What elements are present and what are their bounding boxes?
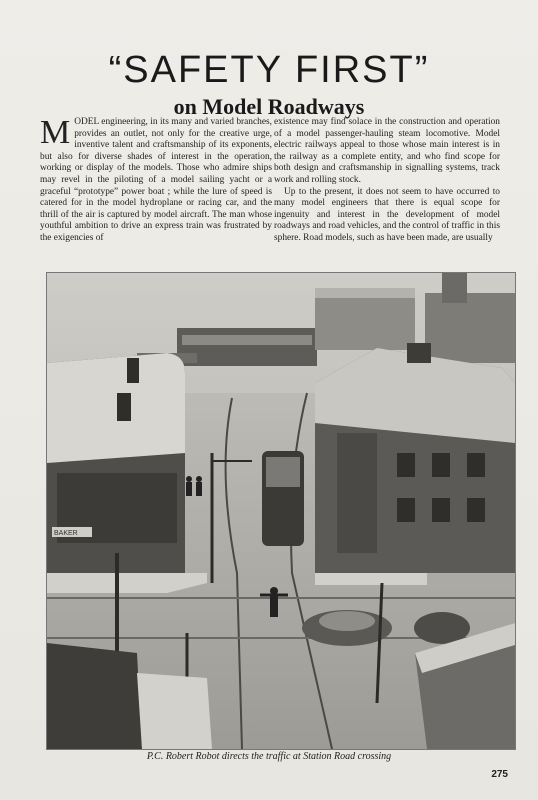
train-carriage bbox=[177, 328, 317, 366]
article-title: “SAFETY FIRST” bbox=[108, 49, 430, 92]
left-text-column bbox=[40, 114, 272, 245]
right-text-column bbox=[274, 117, 500, 245]
photo-illustration bbox=[47, 273, 515, 749]
shop-sign-text: BAKER bbox=[54, 530, 78, 537]
photo-caption: P.C. Robert Robot directs the traffic at Station Road crossing bbox=[146, 751, 392, 762]
article-subtitle: on Model Roadways bbox=[173, 94, 365, 120]
model-roadway-photo bbox=[46, 272, 516, 750]
drop-cap: M bbox=[40, 114, 71, 151]
right-column-paragraph-2: Up to the present, it does not seem to have occurred to many model engineers that there is equal scope for ingenuity and interest in the development of model roadways and road vehicles, and the control of traffic in this sphere. Road models, such as have been made, are usually bbox=[274, 186, 500, 243]
background-building bbox=[315, 295, 415, 350]
opening-paragraph bbox=[40, 114, 272, 245]
right-column-paragraph-1: existence may find solace in the construction and operation of a model passenger-hauling steam locomotive. Model electric railways appeal to those whose main interest is in the railway as a complete entity, and who find scope for both design and craftsmanship in signalling systems, track work and rolling stock. bbox=[274, 117, 500, 185]
page-number: 275 bbox=[491, 769, 508, 780]
left-column-text: ODEL engineering, in its many and varied branches, provides an outlet, not only for the creative urge, inventive talent and craftsmanship of its exponents, but also for diverse shades of interest in the operation, working or display of the models. Those who admire ships may revel in the piloting of a model sailing yacht or a graceful “prototype” power boat ; while the lure of speed is catered for in the model hydroplane or racing car, and the thrill of the air is captured by model aircraft. The man whose youthful ambition to drive an express train was frustrated by the exigencies of bbox=[40, 117, 272, 243]
